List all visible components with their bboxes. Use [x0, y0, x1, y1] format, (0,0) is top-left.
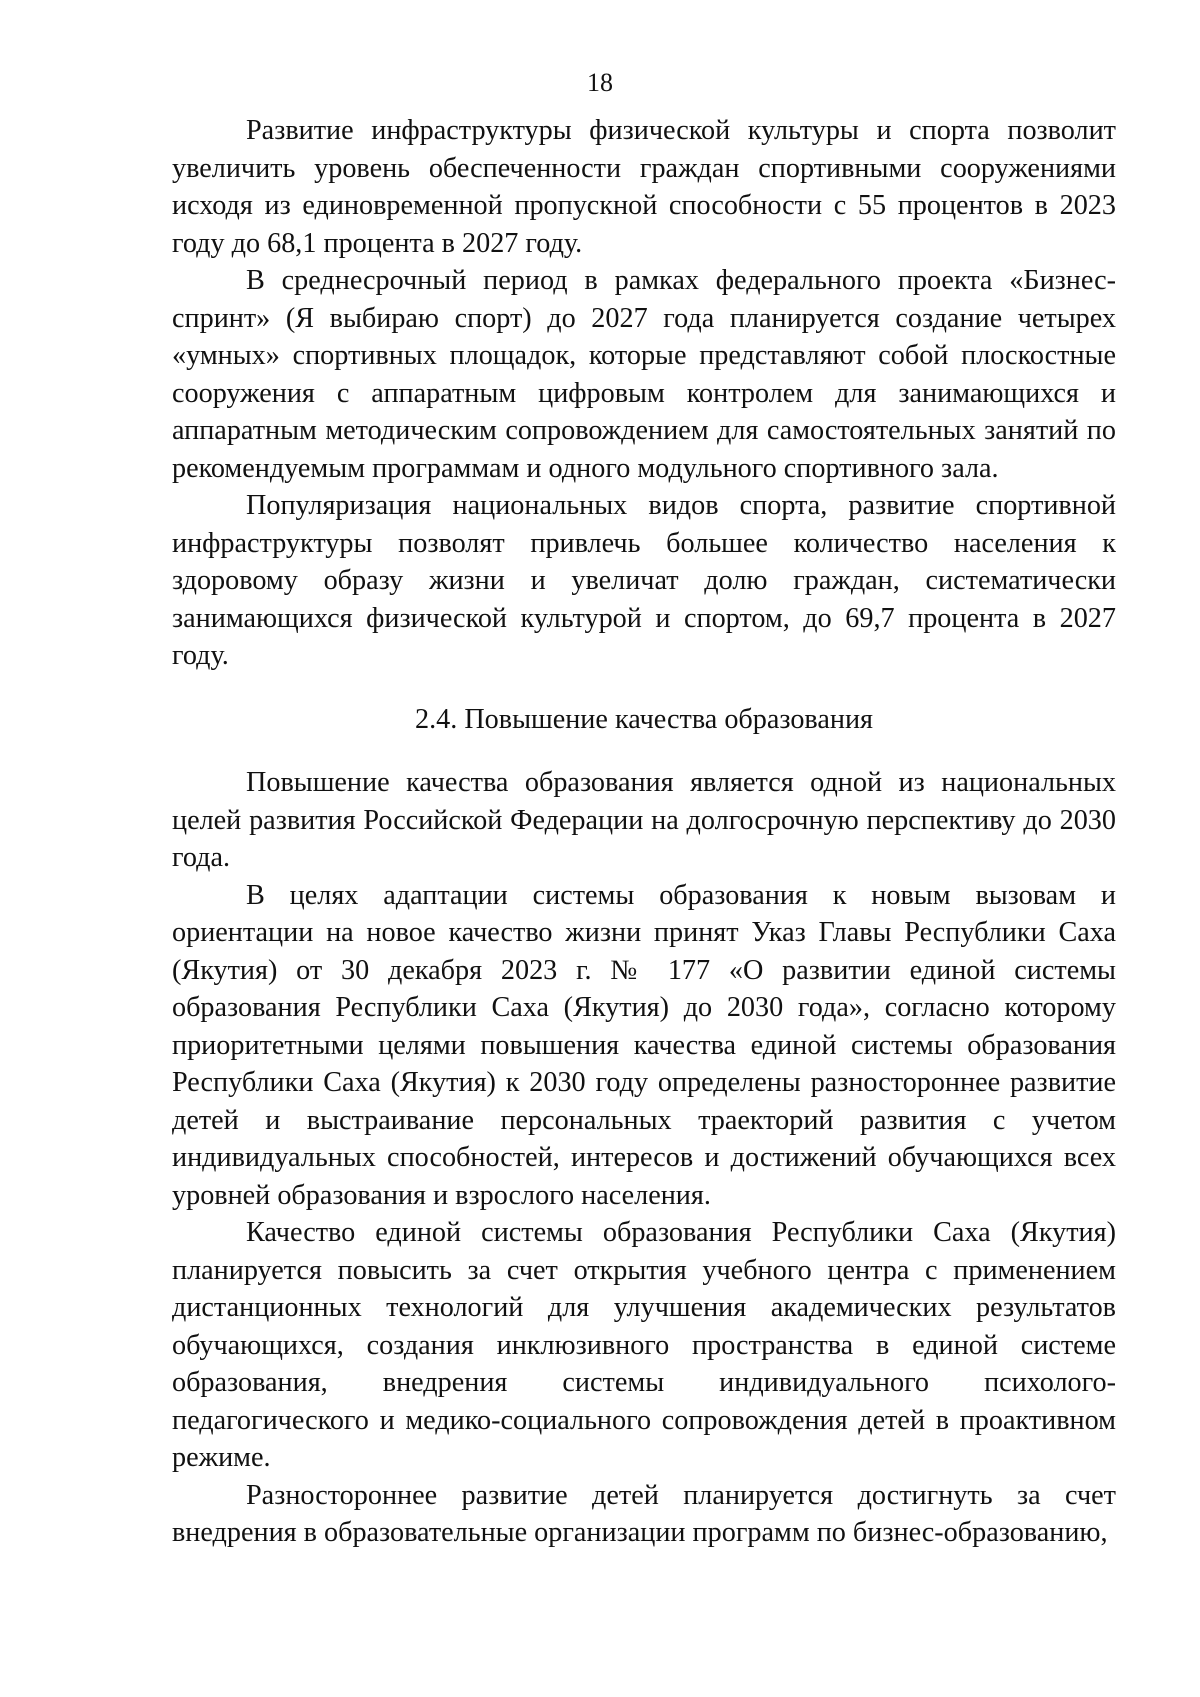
paragraph-education-system-quality: Качество единой системы образования Республики Саха (Якутия) планируется повысить за счет открытия учебного центра с применением дистанционных технологий для улучшения академических результатов обучающихся, создания инклюзивного пространства в единой системе образования, внедрения системы индивидуального психолого-педагогического и медико-социального сопровождения детей в проактивном режиме. — [172, 1217, 1116, 1473]
paragraph-decree: В целях адаптации системы образования к новым вызовам и ориентации на новое качество жизни принят Указ Главы Республики Саха (Якутия) от 30 декабря 2023 г. № 177 «О развитии единой системы образования Республики Саха (Якутия) до 2030 года», согласно которому приоритетными целями повышения качества единой системы образования Республики Саха (Якутия) к 2030 году определены разностороннее развитие детей и выстраивание персональных траекторий развития с учетом индивидуальных способностей, интересов и достижений обучающихся всех уровней образования и взрослого населения. — [172, 879, 1116, 1211]
section-heading: 2.4. Повышение качества образования — [414, 703, 874, 735]
paragraph-business-sprint: В среднесрочный период в рамках федерального проекта «Бизнес-спринт» (Я выбираю спорт) до 2027 года планируется создание четырех «умных» спортивных площадок, которые представляют собой плоскостные сооружения с аппаратным цифровым контролем для занимающихся и аппаратным методическим сопровождением для самостоятельных занятий по рекомендуемым программам и одного модульного спортивного зала. — [172, 265, 1116, 484]
paragraph-education-quality-goal: Повышение качества образования является одной из национальных целей развития Российской Федерации на долгосрочную перспективу до 2030 года. — [172, 767, 1116, 873]
paragraph-national-sports: Популяризация национальных видов спорта, развитие спортивной инфраструктуры позволят привлечь большее количество населения к здоровому образу жизни и увеличат долю граждан, систематически занимающихся физической культурой и спортом, до 69,7 процента в 2027 году. — [172, 490, 1116, 671]
paragraph-child-development: Разностороннее развитие детей планируется достигнуть за счет внедрения в образовательные организации программ по бизнес-образованию, — [172, 1479, 1116, 1548]
paragraph-sports-infrastructure: Развитие инфраструктуры физической культуры и спорта позволит увеличить уровень обеспеченности граждан спортивными сооружениями исходя из единовременной пропускной способности с 55 процентов в 2023 году до 68,1 процента в 2027 году. — [172, 115, 1116, 259]
page-number: 18 — [587, 68, 613, 97]
document-body — [172, 112, 1116, 1552]
